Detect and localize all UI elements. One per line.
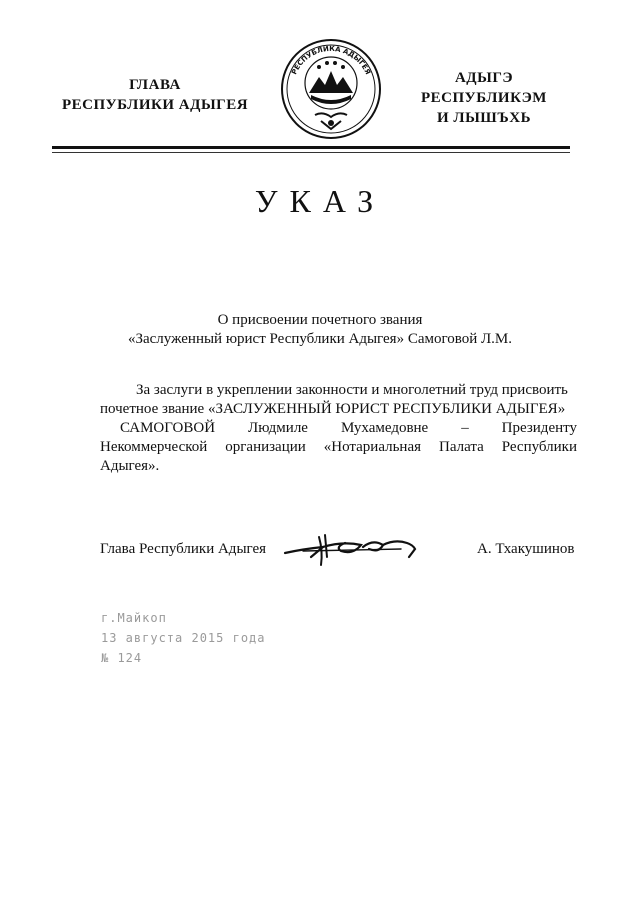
body-line1: За заслуги в укреплении законности и многолетний труд присвоить [136,382,568,398]
body-line4: Некоммерческой организации «Нотариальная Палата Республики [100,439,577,455]
header-left-line1: ГЛАВА [129,77,181,93]
document-title: УКАЗ [254,183,386,219]
subject-line2: «Заслуженный юрист Республики Адыгея» Самоговой Л.М. [127,331,513,347]
header-left [40,75,270,115]
header-rule-thin [52,152,570,153]
decree-footer [101,608,266,668]
header-right-line1: АДЫГЭ РЕСПУБЛИКЭМ [421,70,547,106]
body-line3: САМОГОВОЙ Людмиле Мухамедовне – Президенту [120,420,577,436]
header-left-line2: РЕСПУБЛИКИ АДЫГЕЯ [61,97,249,113]
signatory-role: Глава Республики Адыгея [100,541,267,557]
handwritten-signature [283,527,418,567]
emblem-label: РЕСПУБЛИКА АДЫГЕЯ [290,44,372,76]
header-right [396,68,572,128]
header-rule-thick [52,146,570,149]
body-line5: Адыгея». [100,458,160,474]
decree-body [100,381,577,476]
body-line2: почетное звание «ЗАСЛУЖЕННЫЙ ЮРИСТ РЕСПУБЛИКИ АДЫГЕЯ» [100,401,566,417]
footer-number: № 124 [101,651,143,665]
footer-date: 13 августа 2015 года [101,631,266,645]
decree-subject [100,311,540,349]
signatory-name: А. Тхакушинов [477,541,575,557]
adygea-emblem-icon [279,37,383,141]
subject-line1: О присвоении почетного звания [217,312,423,328]
header-right-line2: И ЛЫШЪХЬ [436,110,532,126]
footer-city: г.Майкоп [101,611,167,625]
